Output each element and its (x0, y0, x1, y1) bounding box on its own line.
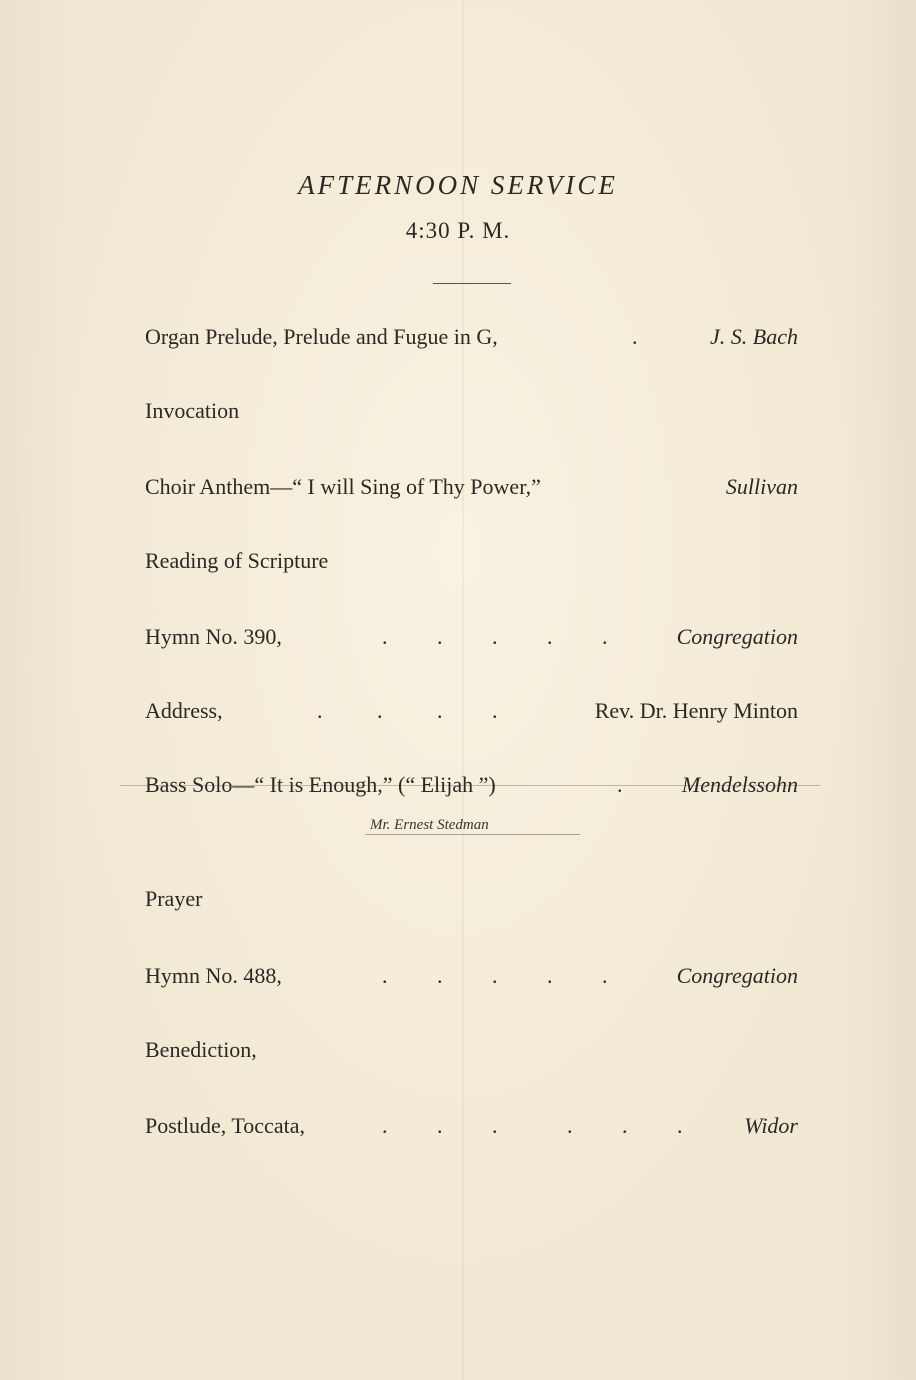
program-item (145, 770, 798, 800)
program-item-title: Organ Prelude, Prelude and Fugue in G, (145, 324, 498, 349)
service-title: AFTERNOON SERVICE (298, 170, 618, 200)
service-time: 4:30 P. M. (405, 218, 511, 243)
leader-dots: . (632, 324, 638, 349)
program-item (145, 546, 798, 576)
program-item-title: Address, (145, 698, 223, 723)
leader-dots: . (617, 772, 623, 797)
program-item-title: Prayer (145, 886, 203, 911)
program-item-performer: Rev. Dr. Henry Minton (594, 698, 798, 723)
program-item-title: Benediction, (145, 1037, 257, 1062)
program-item-title: Hymn No. 488, (145, 963, 282, 988)
program-item-performer: Sullivan (725, 474, 798, 499)
program-item-title: Postlude, Toccata, (145, 1113, 305, 1138)
program-item-performer: Congregation (676, 963, 798, 988)
program-item-title: Hymn No. 390, (145, 624, 282, 649)
soloist-note: Mr. Ernest Stedman (370, 817, 489, 833)
program-item (145, 322, 798, 352)
program-item-performer: Widor (744, 1113, 798, 1138)
program-item-title: Reading of Scripture (145, 548, 329, 573)
paper-fold (462, 0, 464, 1380)
program-item (145, 884, 798, 914)
program-item-performer: Mendelssohn (681, 772, 798, 797)
soloist-note-underline (365, 834, 580, 835)
program-item (145, 396, 798, 426)
program-item-title: Choir Anthem—“ I will Sing of Thy Power,” (145, 474, 541, 499)
program-item (145, 472, 798, 502)
program-item: Address, . . . . Rev. Dr. Henry Minton (145, 696, 798, 726)
program-item-performer: Congregation (676, 624, 798, 649)
program-item: Hymn No. 390, . . . . . Congregation (145, 622, 798, 652)
program-item (145, 1035, 798, 1065)
program-item: Postlude, Toccata, . . . . . . Widor (145, 1111, 798, 1141)
program-item-title: Invocation (145, 398, 240, 423)
title-divider (433, 283, 511, 284)
program-item-performer: J. S. Bach (710, 324, 798, 349)
program-item: Hymn No. 488, . . . . . Congregation (145, 961, 798, 991)
program-item-title: Bass Solo—“ It is Enough,” (“ Elijah ”) (145, 772, 496, 797)
